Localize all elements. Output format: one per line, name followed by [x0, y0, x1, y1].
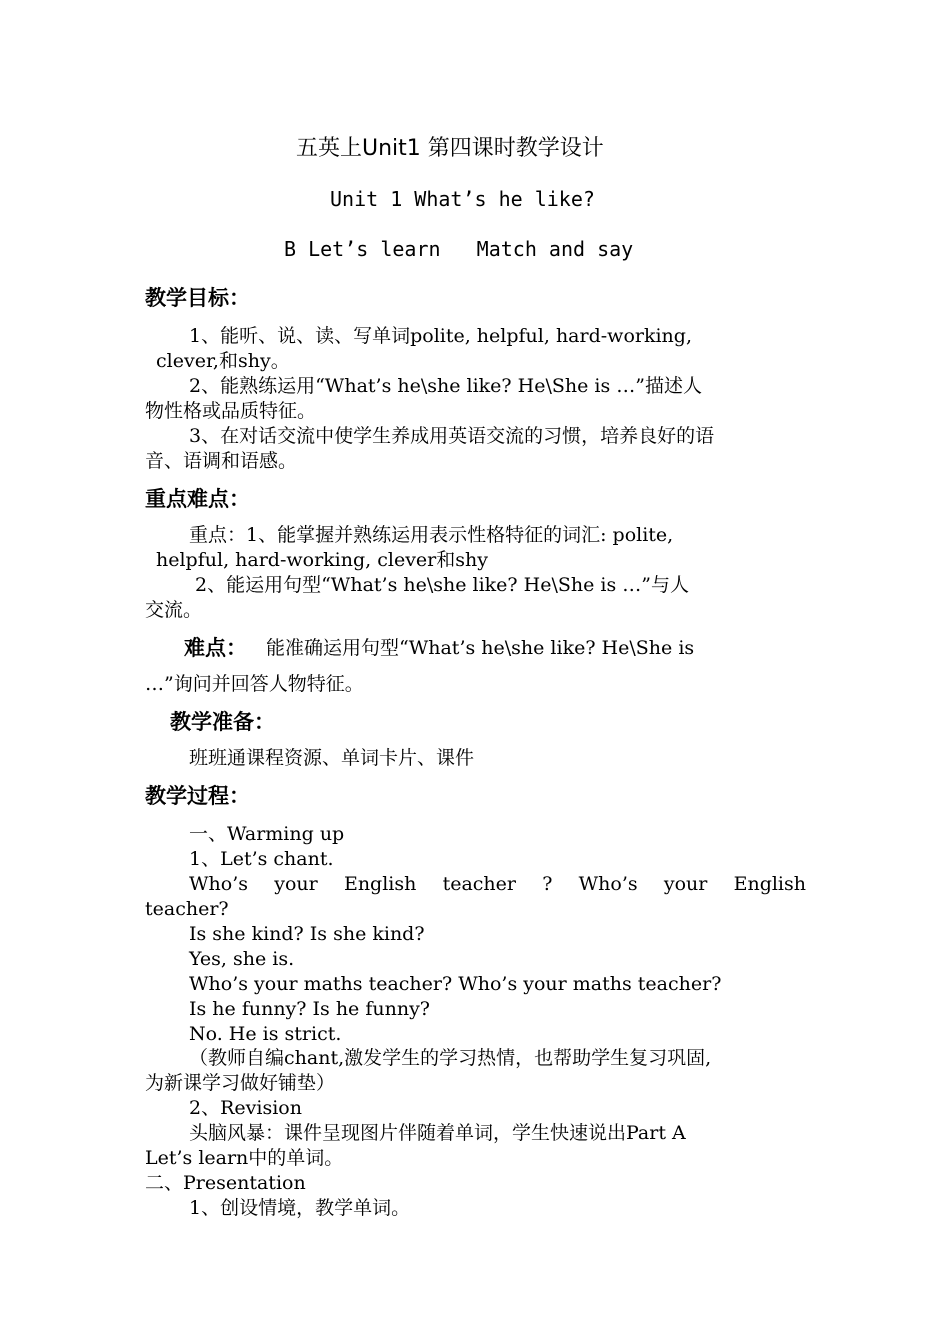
- chant-line-3: Yes, she is.: [189, 948, 295, 970]
- revision-line-2: Let’s learn中的单词。: [145, 1147, 344, 1169]
- lesson-subtitle: B Let’s learn Match and say: [284, 237, 634, 261]
- chant-line-4: Who’s your maths teacher? Who’s your maths teacher?: [189, 973, 722, 995]
- difficult-point-line-1: 能准确运用句型“What’s he\she like? He\She is: [266, 637, 695, 659]
- preparation-heading: 教学准备：: [170, 710, 275, 734]
- unit-subtitle: Unit 1 What’s he like?: [330, 187, 595, 211]
- process-heading: 教学过程：: [145, 784, 250, 808]
- difficult-point-line-2: …”询问并回答人物特征。: [145, 673, 364, 695]
- objective-2-line-2: 物性格或品质特征。: [145, 400, 317, 422]
- chant-line-1: Who’s your English teacher ? Who’s your English: [189, 873, 806, 895]
- chant-note-line-2: 为新课学习做好铺垫）: [145, 1072, 336, 1094]
- presentation-heading: 二、Presentation: [145, 1172, 306, 1194]
- presentation-step-1: 1、创设情境，教学单词。: [189, 1197, 411, 1219]
- warming-up-heading: 一、Warming up: [189, 823, 345, 845]
- chant-line-1-cont: teacher?: [145, 898, 229, 920]
- chant-line-6: No. He is strict.: [189, 1023, 342, 1045]
- key-points-heading: 重点难点：: [145, 487, 250, 511]
- revision-line-1: 头脑风暴：课件呈现图片伴随着单词，学生快速说出Part A: [189, 1122, 686, 1144]
- chant-line-2: Is she kind? Is she kind?: [189, 923, 425, 945]
- chant-line-5: Is he funny? Is he funny?: [189, 998, 430, 1020]
- objective-2-line-1: 2、能熟练运用“What’s he\she like? He\She is …”描述人: [189, 375, 702, 397]
- objective-1-line-2: clever,和shy。: [156, 350, 290, 372]
- objective-1-line-1: 1、能听、说、读、写单词polite, helpful, hard-working,: [189, 325, 692, 347]
- chant-note-line-1: （教师自编chant,激发学生的学习热情，也帮助学生复习巩固,: [189, 1047, 712, 1069]
- difficult-point-label: 难点：: [184, 636, 247, 660]
- objective-3-line-1: 3、在对话交流中使学生养成用英语交流的习惯，培养良好的语: [189, 425, 715, 447]
- objectives-heading: 教学目标：: [145, 286, 250, 310]
- revision-heading: 2、Revision: [189, 1097, 302, 1119]
- key-point-1-line-1: 重点：1、能掌握并熟练运用表示性格特征的词汇: polite,: [189, 524, 674, 546]
- chant-heading: 1、Let’s chant.: [189, 848, 334, 870]
- objective-3-line-2: 音、语调和语感。: [145, 450, 298, 472]
- page-title: 五英上Unit1 第四课时教学设计: [296, 136, 604, 161]
- preparation-text: 班班通课程资源、单词卡片、课件: [189, 747, 475, 769]
- key-point-1-line-2: helpful, hard-working, clever和shy: [156, 549, 488, 571]
- key-point-2-line-1: 2、能运用句型“What’s he\she like? He\She is …”与人: [195, 574, 689, 596]
- key-point-2-line-2: 交流。: [145, 599, 203, 621]
